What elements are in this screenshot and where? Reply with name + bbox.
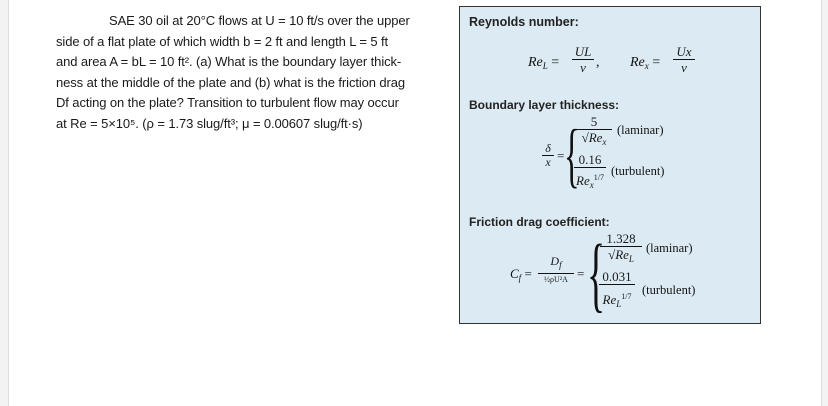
- delta-equals: =: [557, 148, 565, 163]
- re-x-lhs: $Re_x$ =: [630, 55, 661, 71]
- cf-equals: =: [577, 266, 585, 281]
- cf-laminar-tag: (laminar): [646, 241, 693, 255]
- problem-line: at Re = 5×10⁵. (ρ = 1.73 slug/ft³; μ = 0.00607 slug/ft·s): [56, 115, 363, 131]
- delta-laminar-fraction: 5 $√Re_x$: [576, 114, 612, 150]
- cf-definition-fraction: $D_f$ ½ρU²A: [538, 254, 574, 285]
- cf-turbulent-tag: (turbulent): [642, 283, 696, 297]
- delta-over-x: δ x: [542, 142, 554, 169]
- cf-laminar-fraction: 1.328 $√Re_L$: [600, 231, 642, 267]
- document-page: [8, 0, 822, 406]
- cf-turbulent-fraction: 0.031 $Re_L^{1/7}$: [599, 269, 635, 312]
- re-L-fraction: UL ν: [572, 44, 594, 75]
- problem-line: SAE 30 oil at 20°C flows at U = 10 ft/s over the upper: [109, 13, 410, 28]
- cf-brace: {: [587, 228, 606, 321]
- delta-turbulent-tag: (turbulent): [611, 164, 665, 178]
- formula-box: [459, 6, 761, 324]
- problem-line: and area A = bL = 10 ft². (a) What is the boundary layer thick-: [56, 54, 402, 69]
- problem-line: side of a flat plate of which width b = 2 ft and length L = 5 ft: [56, 33, 389, 49]
- problem-line: ness at the middle of the plate and (b) what is the friction drag: [56, 74, 406, 90]
- boundary-layer-label: Boundary layer thickness:: [469, 98, 620, 112]
- delta-brace: {: [564, 115, 580, 195]
- friction-drag-label: Friction drag coefficient:: [469, 215, 610, 229]
- problem-line: Df acting on the plate? Transition to turbulent flow may occur: [56, 95, 399, 110]
- problem-statement: [56, 11, 454, 134]
- reynolds-label: Reynolds number:: [469, 15, 579, 29]
- delta-turbulent-fraction: 0.16 $Re_x^{1/7}$: [574, 152, 606, 193]
- re-L-comma: ,: [596, 55, 600, 70]
- re-x-fraction: Ux ν: [673, 44, 695, 75]
- re-L-lhs: $Re_L$ =: [528, 55, 560, 71]
- cf-lhs: $C_f$ =: [510, 266, 532, 283]
- delta-laminar-tag: (laminar): [617, 123, 664, 137]
